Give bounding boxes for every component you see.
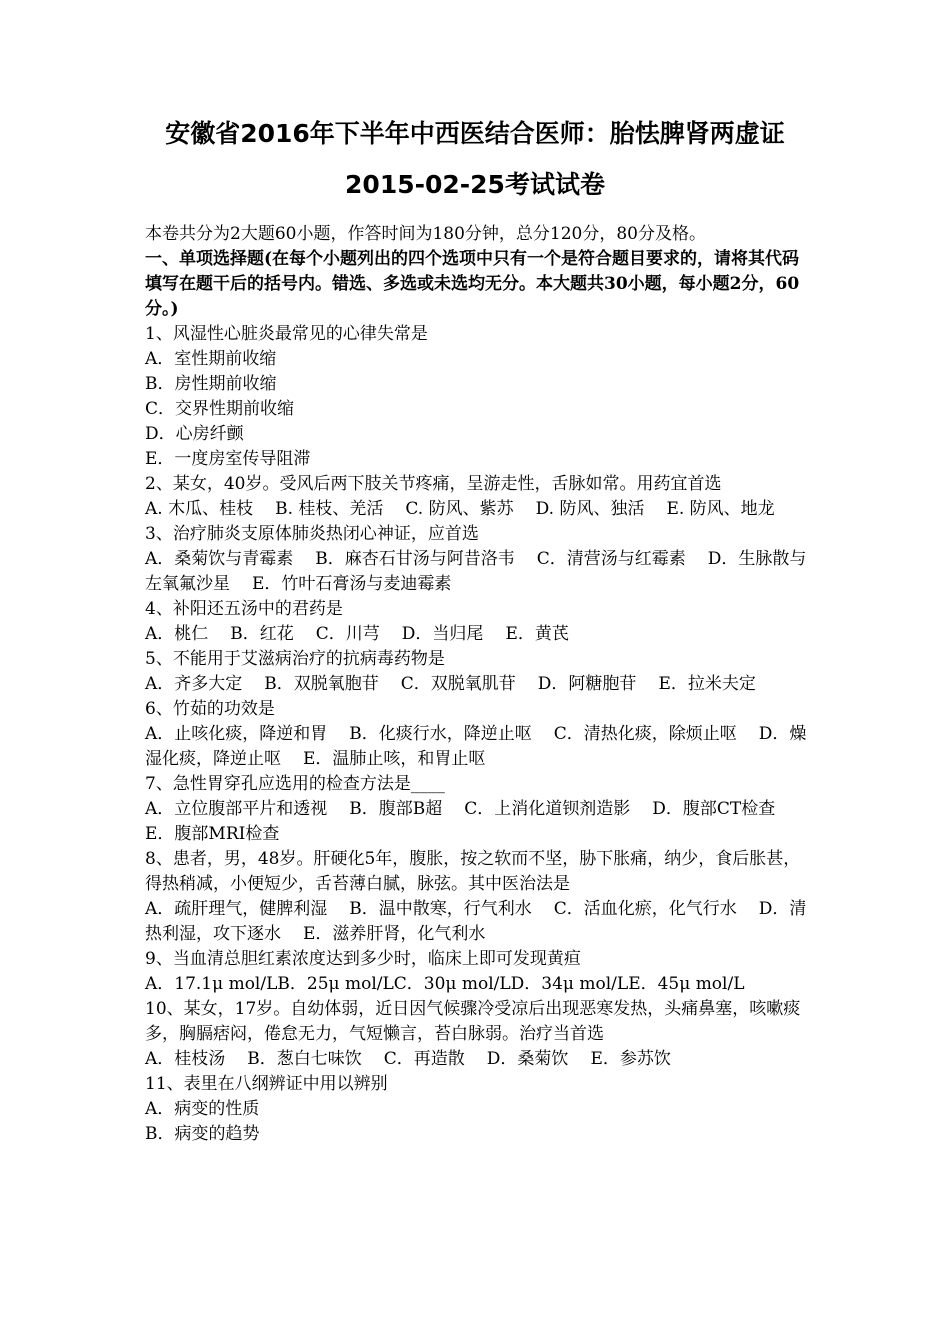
question-stem: 2、某女，40岁。受风后两下肢关节疼痛，呈游走性，舌脉如常。用药宜首选 [145,474,722,494]
option: B．化痰行水，降逆止呕 [349,724,532,744]
question-4 [145,597,810,647]
option: D．腹部CT检查 [652,799,776,819]
option: C．川芎 [315,624,380,644]
question-stem: 8、患者，男，48岁。肝硬化5年，腹胀，按之软而不坚，胁下胀痛，纳少，食后胀甚，得热稍减，小便短少，舌苔薄白腻，脉弦。其中医治法是 [145,849,801,894]
option: D．心房纤颤 [145,424,244,444]
option: D．阿糖胞苷 [537,674,637,694]
option: E．滋养肝肾，化气利水 [303,924,486,944]
option: D．清热利湿，攻下逐水 [145,899,807,944]
option: A．17.1μ mol/LB．25μ mol/LC．30μ mol/LD．34μ mol/LE．45μ mol/L [145,974,745,994]
options-row [145,622,810,647]
option: A．疏肝理气，健脾利湿 [145,899,328,919]
option: E．一度房室传导阻滞 [145,449,311,469]
question-stem: 5、不能用于艾滋病治疗的抗病毒药物是 [145,649,445,669]
question-stem: 6、竹茹的功效是 [145,699,275,719]
question-stem: 3、治疗肺炎支原体肺炎热闭心神证，应首选 [145,524,479,544]
option: B. 桂枝、羌活 [275,499,384,519]
option: D．生脉散与左氧氟沙星 [145,549,807,594]
option: B．红花 [230,624,294,644]
option: B．双脱氧胞苷 [264,674,379,694]
option: D．桑菊饮 [486,1049,569,1069]
options-row [145,1047,810,1072]
document-body [145,222,810,1147]
question-stem: 9、当血清总胆红素浓度达到多少时，临床上即可发现黄疸 [145,949,581,969]
option: B．麻杏石甘汤与阿昔洛韦 [315,549,515,569]
option: D．燥湿化痰，降逆止呕 [145,724,807,769]
option: B．房性期前收缩 [145,374,277,394]
options-row [145,672,810,697]
exam-intro: 本卷共分为2大题60小题，作答时间为180分钟，总分120分，80分及格。 [145,224,706,244]
option: E．温肺止咳，和胃止呕 [303,749,486,769]
option: A．桑菊饮与青霉素 [145,549,294,569]
option: D．当归尾 [401,624,484,644]
document-title-line1: 安徽省2016年下半年中西医结合医师：胎怯脾肾两虚证 [165,119,785,148]
question-8 [145,847,810,947]
question-stem: 10、某女，17岁。自幼体弱，近日因气候骤冷受凉后出现恶寒发热，头痛鼻塞，咳嗽痰多，胸膈痞闷，倦怠无力，气短懒言，苔白脉弱。治疗当首选 [145,999,801,1044]
options-row [145,497,810,522]
option: A．齐多大定 [145,674,243,694]
option: C．上消化道钡剂造影 [464,799,631,819]
option: D. 防风、独活 [535,499,645,519]
question-stem: 11、表里在八纲辨证中用以辨别 [145,1074,388,1094]
option: C．清营汤与红霉素 [536,549,686,569]
option: A．止咳化痰，降逆和胃 [145,724,328,744]
option: C．活血化瘀，化气行水 [553,899,737,919]
question-10 [145,997,810,1072]
option: A．桂枝汤 [145,1049,226,1069]
option: A．病变的性质 [145,1099,260,1119]
option: E．竹叶石膏汤与麦迪霉素 [252,574,452,594]
option: B．葱白七味饮 [247,1049,362,1069]
section-heading: 一、单项选择题(在每个小题列出的四个选项中只有一个是符合题目要求的，请将其代码填写在题干后的括号内。错选、多选或未选均无分。本大题共30小题，每小题2分，60分。) [145,249,800,319]
option: E．黄芪 [505,624,569,644]
question-2 [145,472,810,522]
question-1 [145,322,810,472]
options-row [145,897,810,947]
option: C. 防风、紫苏 [405,499,514,519]
option: A．立位腹部平片和透视 [145,799,328,819]
question-6 [145,697,810,772]
option: B．腹部B超 [349,799,443,819]
option: C．交界性期前收缩 [145,399,295,419]
option: C．清热化痰，除烦止呕 [553,724,737,744]
option: B．温中散寒，行气利水 [349,899,532,919]
document-title-line2: 2015-02-25考试试卷 [345,170,605,199]
option: C．双脱氧肌苷 [400,674,516,694]
options-row [145,797,810,847]
option: C．再造散 [383,1049,465,1069]
options-row [145,722,810,772]
question-stem: 4、补阳还五汤中的君药是 [145,599,343,619]
question-3 [145,522,810,597]
option: B．病变的趋势 [145,1124,260,1144]
option: A．室性期前收缩 [145,349,277,369]
option: E．拉米夫定 [658,674,756,694]
options-row [145,547,810,597]
option: A. 木瓜、桂枝 [145,499,254,519]
question-11 [145,1072,810,1147]
option: E．参苏饮 [590,1049,671,1069]
question-5 [145,647,810,697]
question-stem: 1、风湿性心脏炎最常见的心律失常是 [145,324,428,344]
question-stem: 7、急性胃穿孔应选用的检查方法是____ [145,774,445,794]
option: E．腹部MRI检查 [145,824,280,844]
options-row [145,972,810,997]
option: A．桃仁 [145,624,209,644]
option: E. 防风、地龙 [666,499,775,519]
question-9 [145,947,810,997]
question-7 [145,772,810,847]
